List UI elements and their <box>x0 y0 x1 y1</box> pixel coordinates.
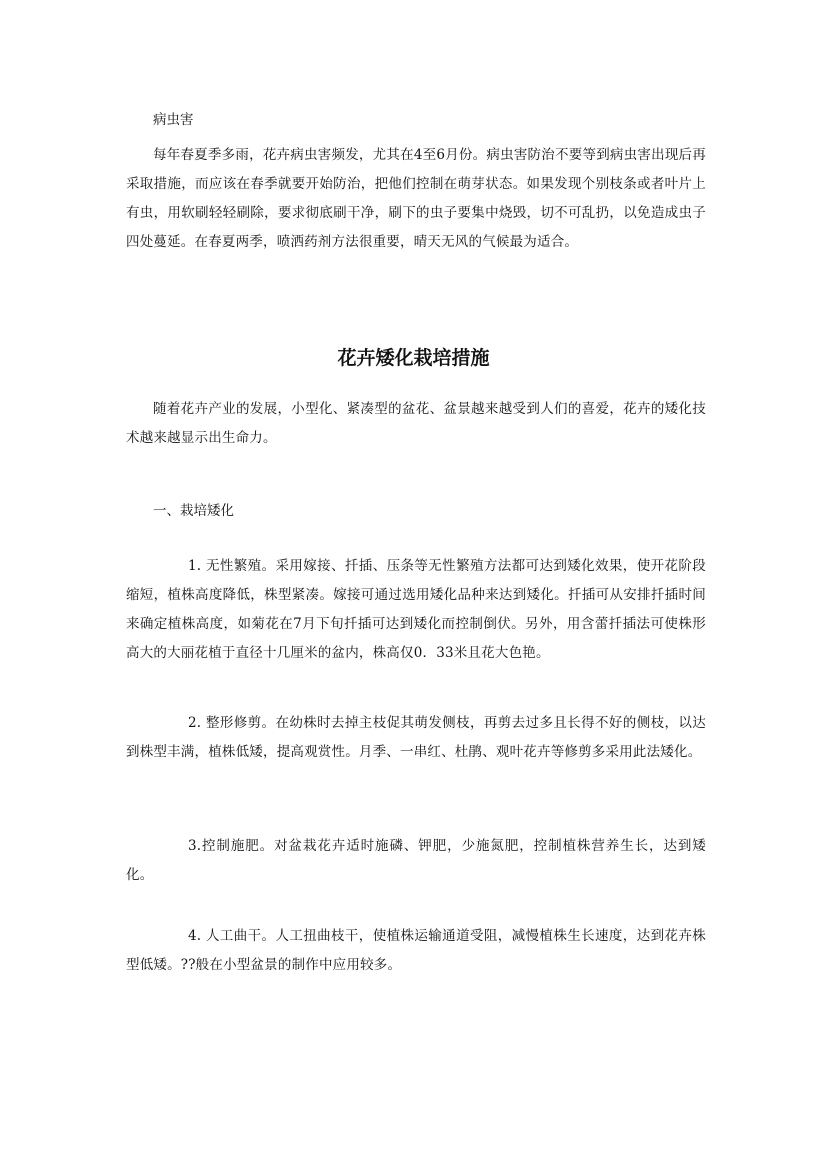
pest-paragraph: 每年春夏季多雨，花卉病虫害频发，尤其在4至6月份。病虫害防治不要等到病虫害出现后再采取措施，而应该在春季就要开始防治，把他们控制在萌芽状态。如果发现个别枝条或者叶片上有虫，用软刷轻轻刷除，要求彻底刷干净，刷下的虫子要集中烧毁，切不可乱扔，以免造成虫子四处蔓延。在春夏两季，喷洒药剂方法很重要，晴天无风的气候最为适合。 <box>126 147 706 250</box>
subheading-cultivation-dwarfing: 一、栽培矮化 <box>153 503 234 519</box>
item-pruning: 2. 整形修剪。在幼株时去掉主枝促其萌发侧枝，再剪去过多且长得不好的侧枝，以达到株型丰满，植株低矮，提高观赏性。月季、一串红、杜鹃、观叶花卉等修剪多采用此法矮化。 <box>126 715 706 760</box>
main-title: 花卉矮化栽培措施 <box>337 347 490 369</box>
item-asexual-propagation: 1. 无性繁殖。采用嫁接、扦插、压条等无性繁殖方法都可达到矮化效果，使开花阶段缩短，植株高度降低，株型紧凑。嫁接可通过选用矮化品种来达到矮化。扦插可从安排扦插时间来确定植株高度，如菊花在7月下旬扦插可达到矮化而控制倒伏。另外，用含蕾扦插法可使株形高大的大丽花植于直径十几厘米的盆内，株高仅0．33米且花大色艳。 <box>126 558 706 661</box>
pest-heading: 病虫害 <box>153 112 194 128</box>
item-fertilizer-control: 3.控制施肥。对盆栽花卉适时施磷、钾肥，少施氮肥，控制植株营养生长，达到矮化。 <box>126 838 706 883</box>
item-artificial-bending: 4. 人工曲干。人工扭曲枝干，使植株运输通道受阻，减慢植株生长速度，达到花卉株型低矮。??般在小型盆景的制作中应用较多。 <box>126 928 706 973</box>
intro-paragraph: 随着花卉产业的发展，小型化、紧凑型的盆花、盆景越来越受到人们的喜爱，花卉的矮化技术越来越显示出生命力。 <box>126 401 706 446</box>
